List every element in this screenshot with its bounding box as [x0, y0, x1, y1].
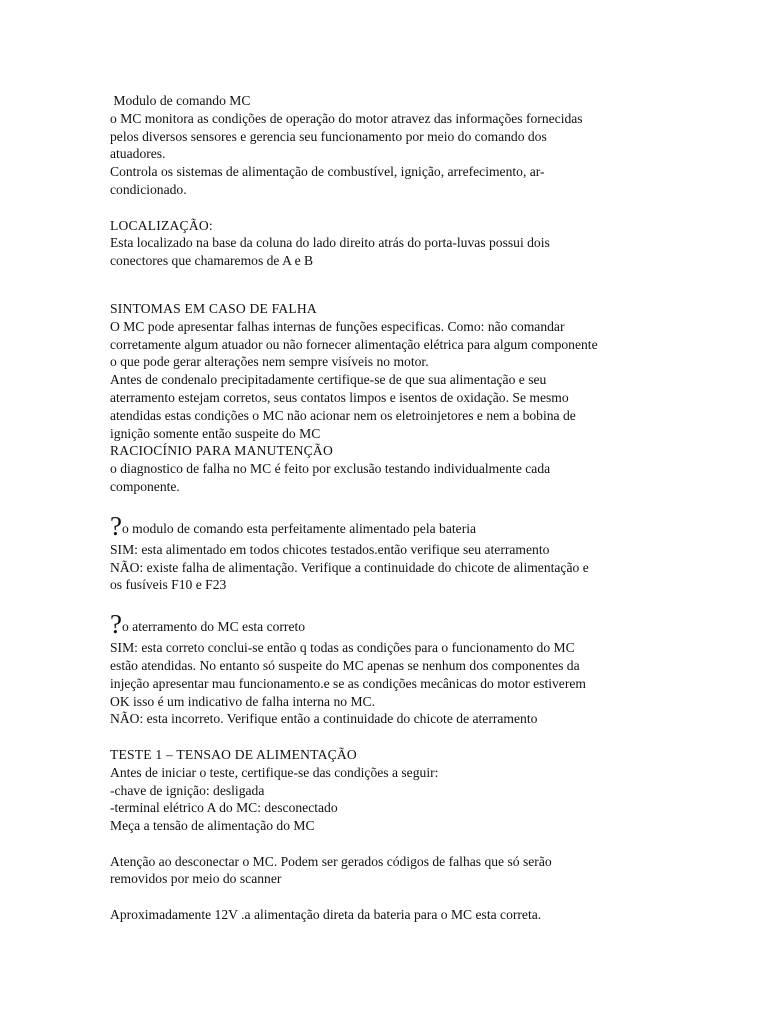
question-1-line-1: SIM: esta alimentado em todos chicotes testados.então verifique seu aterramento	[110, 541, 550, 557]
localizacao-line-1: Esta localizado na base da coluna do lado direito atrás do porta-luvas possui dois	[110, 235, 550, 251]
teste-1-final: Aproximadamente 12V .a alimentação direta da bateria para o MC esta correta.	[110, 907, 542, 923]
intro-line-3: atuadores.	[110, 146, 166, 162]
question-1	[110, 510, 650, 541]
sintomas-line-4: Antes de condenalo precipitadamente certifique-se de que sua alimentação e seu	[110, 372, 547, 388]
intro-line-4: Controla os sistemas de alimentação de combustível, ignição, arrefecimento, ar-	[110, 164, 545, 180]
teste-1-heading: TESTE 1 – TENSAO DE ALIMENTAÇÃO	[110, 746, 357, 762]
question-mark-icon: ?	[110, 609, 122, 640]
spacer	[110, 270, 650, 300]
question-1-line-3: os fusíveis F10 e F23	[110, 577, 227, 593]
teste-1-line-4: Meça a tensão de alimentação do MC	[110, 818, 315, 834]
teste-1-line-1: Antes de iniciar o teste, certifique-se das condições a seguir:	[110, 764, 439, 780]
sintomas-line-6: atendidas estas condições o MC não acionar nem os eletroinjetores e nem a bobina de	[110, 407, 576, 423]
sintomas-line-3: o que pode gerar alterações nem sempre visíveis no motor.	[110, 354, 429, 370]
spacer	[110, 835, 650, 853]
localizacao-line-2: conectores que chamaremos de A e B	[110, 253, 314, 269]
intro-line-2: pelos diversos sensores e gerencia seu funcionamento por meio do comando dos	[110, 128, 547, 144]
spacer	[110, 199, 650, 217]
spacer	[110, 594, 650, 612]
spacer	[110, 888, 650, 906]
teste-1-line-3: -terminal elétrico A do MC: desconectado	[110, 800, 338, 816]
question-1-line-2: NÃO: existe falha de alimentação. Verifique a continuidade do chicote de alimentação e	[110, 559, 589, 575]
sintomas-line-1: O MC pode apresentar falhas internas de funções especificas. Como: não comandar	[110, 318, 565, 334]
raciocinio-heading: RACIOCÍNIO PARA MANUTENÇÃO	[110, 443, 333, 459]
question-1-text: o modulo de comando esta perfeitamente alimentado pela bateria	[121, 520, 477, 536]
question-2-line-1: SIM: esta correto conclui-se então q todas as condições para o funcionamento do MC	[110, 640, 575, 656]
localizacao-heading: LOCALIZAÇÃO:	[110, 217, 213, 233]
raciocinio-line-1: o diagnostico de falha no MC é feito por exclusão testando individualmente cada	[110, 461, 551, 477]
question-2-line-5: NÃO: esta incorreto. Verifique então a continuidade do chicote de aterramento	[110, 711, 538, 727]
atencao-line-2: removidos por meio do scanner	[110, 871, 282, 887]
spacer	[110, 728, 650, 746]
raciocinio-line-2: componente.	[110, 478, 180, 494]
document-page	[110, 92, 650, 924]
intro-line-5: condicionado.	[110, 181, 187, 197]
question-2-line-2: estão atendidas. No entanto só suspeite do MC apenas se nenhum dos componentes da	[110, 657, 580, 673]
sintomas-line-5: aterramento estejam corretos, seus contatos limpos e isentos de oxidação. Se mesmo	[110, 389, 569, 405]
question-2-line-3: injeção apresentar mau funcionamento.e se as condições mecânicas do motor estiverem	[110, 675, 586, 691]
atencao-line-1: Atenção ao desconectar o MC. Podem ser gerados códigos de falhas que só serão	[110, 853, 552, 869]
sintomas-heading: SINTOMAS EM CASO DE FALHA	[110, 300, 317, 316]
question-2	[110, 609, 650, 640]
question-2-text: o aterramento do MC esta correto	[121, 619, 306, 635]
question-mark-icon: ?	[110, 510, 122, 541]
sintomas-line-7: ignição somente então suspeite do MC	[110, 425, 321, 441]
teste-1-line-2: -chave de ignição: desligada	[110, 782, 265, 798]
question-2-line-4: OK isso é um indicativo de falha interna no MC.	[110, 693, 376, 709]
document-title: Modulo de comando MC	[110, 93, 251, 108]
sintomas-line-2: corretamente algum atuador ou não fornecer alimentação elétrica para algum componente	[110, 336, 598, 352]
spacer	[110, 496, 650, 514]
intro-line-1: o MC monitora as condições de operação do motor atravez das informações fornecidas	[110, 110, 583, 126]
